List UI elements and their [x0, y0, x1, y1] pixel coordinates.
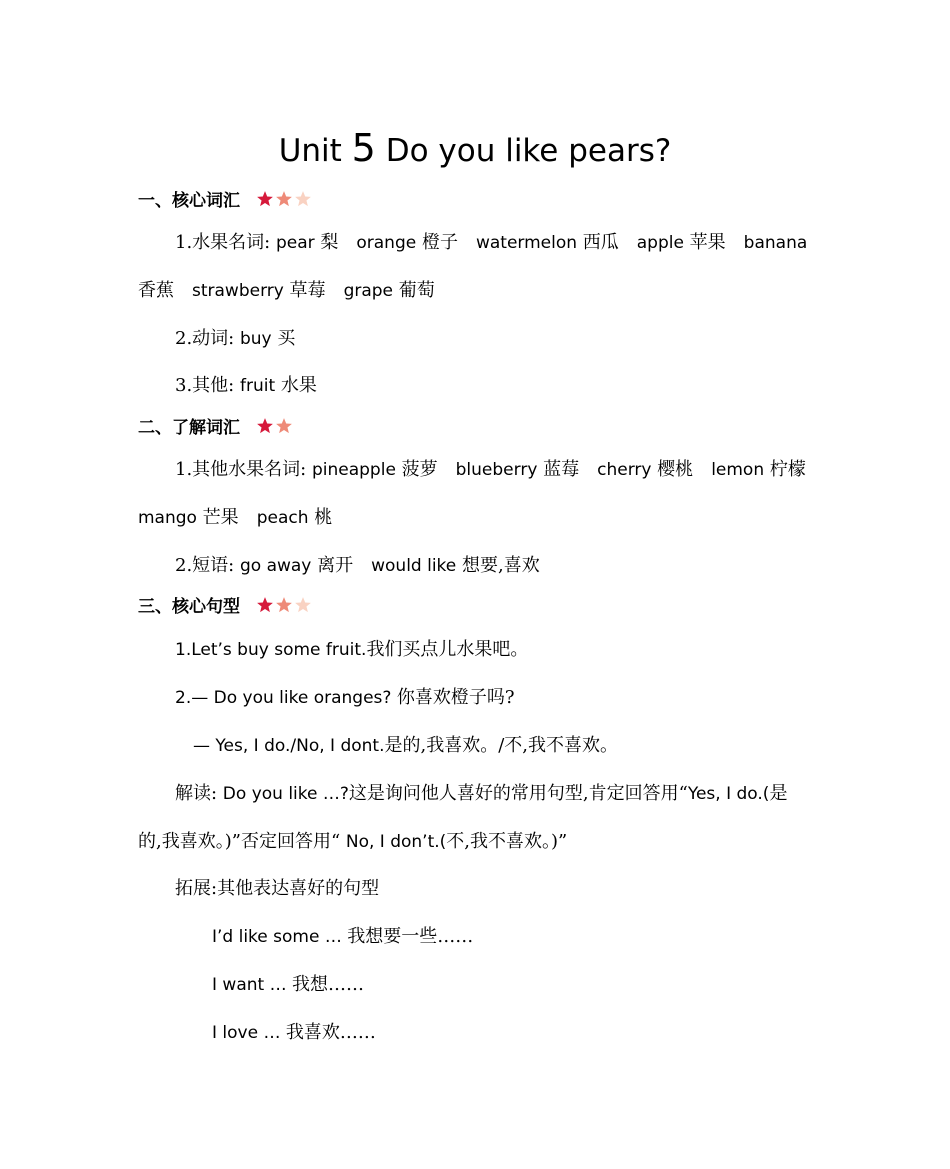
english-text: I love …: [212, 1023, 286, 1043]
star-icon: [256, 417, 274, 435]
title-unit-number: 5: [351, 126, 376, 170]
english-text: would like: [371, 556, 457, 576]
sentence-line-5: [138, 829, 567, 855]
chinese-text: 1.水果名词:: [175, 232, 276, 253]
chinese-text: 1.其他水果名词:: [175, 459, 312, 480]
star-icon: [294, 190, 312, 208]
chinese-text: 苹果: [683, 232, 726, 253]
english-text: Do you like …?: [222, 784, 349, 804]
extra-vocab-line-2: [138, 505, 332, 531]
star-icon: [294, 596, 312, 614]
chinese-text: 3.其他:: [175, 375, 240, 396]
english-text: I’d like some …: [212, 927, 348, 947]
difficulty-stars: [256, 417, 294, 443]
chinese-text: 西瓜: [577, 232, 619, 253]
chinese-text: 想要,喜欢: [456, 555, 540, 576]
chinese-text: 柠檬: [764, 459, 806, 480]
english-text: lemon: [711, 460, 765, 480]
extra-vocab-line-3: [175, 553, 540, 579]
english-text: grape: [343, 281, 394, 301]
chinese-text: 拓展:其他表达喜好的句型: [175, 878, 380, 899]
chinese-text: 樱桃: [651, 459, 694, 480]
chinese-text: 蓝莓: [537, 459, 580, 480]
page-title: [0, 126, 950, 170]
sentence-line-6: [175, 876, 379, 902]
english-text: watermelon: [475, 233, 578, 253]
sentence-line-7: [212, 924, 473, 950]
english-text: — Yes, I do./No, I don: [193, 736, 373, 756]
english-text: peach: [256, 508, 309, 528]
star-icon: [256, 190, 274, 208]
chinese-text: 梨: [314, 232, 339, 253]
chinese-text: 是的,我喜欢。/不,我不喜欢。: [384, 735, 618, 756]
english-text: mango: [138, 508, 197, 528]
section-heading-extra-vocab: [138, 415, 294, 443]
sentence-line-9: [212, 1020, 376, 1046]
chinese-text: 2.动词:: [175, 328, 240, 349]
section-heading-text: 三、核心句型: [138, 597, 240, 617]
core-vocab-line-3: [175, 326, 295, 352]
chinese-text: 桃: [308, 507, 333, 528]
chinese-text: 菠萝: [395, 459, 438, 480]
difficulty-stars: [256, 596, 313, 622]
english-text: orange: [356, 233, 417, 253]
chinese-text: 葡萄: [393, 280, 435, 301]
title-suffix: Do you like pears?: [375, 133, 672, 169]
extra-vocab-line-1: [175, 457, 806, 483]
core-vocab-line-4: [175, 373, 317, 399]
sentence-line-4: [175, 781, 787, 807]
english-text: pineapple: [311, 460, 396, 480]
english-text: Yes, I do.(: [687, 784, 770, 804]
english-text: blueberry: [455, 460, 538, 480]
section-heading-core-vocab: [138, 188, 313, 216]
chinese-text: 我想……: [292, 974, 364, 995]
section-heading-text: 一、核心词汇: [138, 191, 240, 211]
title-prefix: Unit: [278, 133, 352, 169]
english-text: 1.Let’s buy some fruit.: [175, 640, 367, 660]
chinese-text: 我想要一些……: [347, 926, 474, 947]
english-text: 2.— Do you like oranges?: [175, 688, 397, 708]
sentence-line-1: [175, 637, 528, 663]
english-text: banana: [743, 233, 808, 253]
chinese-text: 我喜欢……: [285, 1022, 376, 1043]
chinese-text: 是: [769, 783, 788, 804]
chinese-text: 的,我喜欢。)”否定回答用“: [138, 831, 346, 852]
star-icon: [275, 596, 293, 614]
chinese-text: 解读:: [175, 783, 223, 804]
star-icon: [256, 596, 274, 614]
difficulty-stars: [256, 190, 313, 216]
star-icon: [275, 417, 293, 435]
star-icon: [275, 190, 293, 208]
chinese-text: 你喜欢橙子吗?: [396, 687, 515, 708]
sentence-line-2: [175, 685, 514, 711]
chinese-text: 我们买点儿水果吧。: [366, 639, 529, 660]
section-heading-core-sentences: [138, 594, 313, 622]
section-heading-text: 二、了解词汇: [138, 418, 240, 438]
english-text: cherry: [597, 460, 652, 480]
english-text: No, I don’t.(: [345, 832, 447, 852]
chinese-text: 不,我不喜欢。)”: [446, 831, 568, 852]
chinese-text: 2.短语:: [175, 555, 240, 576]
chinese-text: 这是询问他人喜好的常用句型,肯定回答用“: [348, 783, 688, 804]
core-vocab-line-1: [175, 230, 807, 256]
chinese-text: 买: [271, 328, 296, 349]
chinese-text: 离开: [311, 555, 354, 576]
english-text: I want …: [212, 975, 292, 995]
english-text: fruit: [239, 376, 276, 396]
chinese-text: 芒果: [196, 507, 239, 528]
english-text: apple: [636, 233, 684, 253]
chinese-text: 草莓: [283, 280, 326, 301]
chinese-text: 水果: [275, 375, 317, 396]
core-vocab-line-2: [138, 278, 435, 304]
english-text: strawberry: [192, 281, 284, 301]
chinese-text: 橙子: [416, 232, 458, 253]
sentence-line-3: [193, 733, 618, 759]
chinese-text: 香蕉: [138, 280, 174, 301]
english-text: buy: [239, 329, 272, 349]
english-text: go away: [239, 556, 312, 576]
sentence-line-8: [212, 972, 364, 998]
english-text: t.: [372, 736, 385, 756]
english-text: pear: [275, 233, 315, 253]
